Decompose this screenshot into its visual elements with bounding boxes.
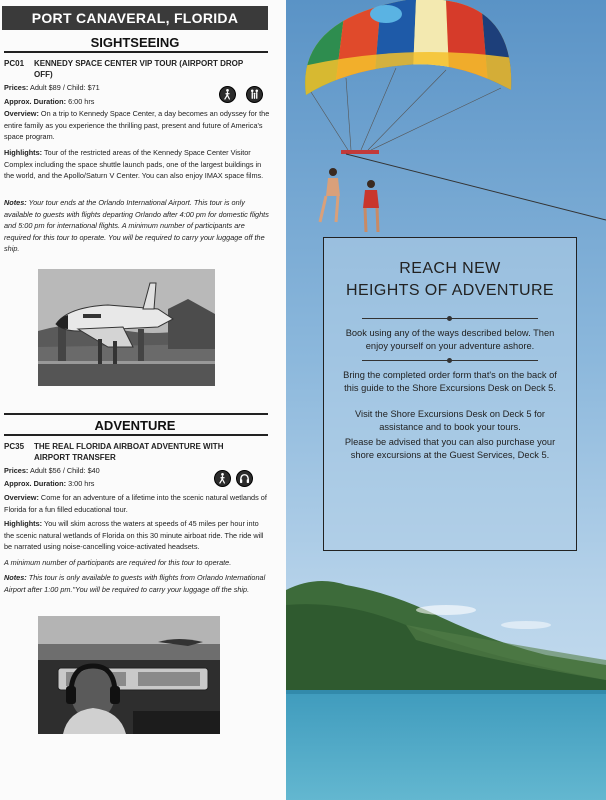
tour-highlights: Highlights: You will skim across the waters at speeds of 45 miles per hour into the scenic natural wetlands of Florida on this 30 minute airboat ride. The ride will be narrated using noise-cancelling voice-activated headsets.	[4, 519, 264, 551]
tour-prices: Prices: Adult $56 / Child: $40	[4, 466, 100, 475]
tour-code: PC01	[4, 59, 25, 68]
tour-title: THE REAL FLORIDA AIRBOAT ADVENTURE WITH AIRPORT TRANSFER	[34, 442, 224, 462]
tour-prices: Prices: Adult $89 / Child: $71	[4, 83, 100, 92]
booking-info-panel	[323, 237, 577, 551]
panel-title: REACH NEW HEIGHTS OF ADVENTURE	[345, 260, 555, 299]
tour-highlights: Highlights: Tour of the restricted areas of the Kennedy Space Center Visitor Complex including the space shuttle launch pads, one of the largest buildings in the world, and the Apollo/Saturn V Center. You can also enjoy IMAX space films.	[4, 148, 264, 180]
tour-min-note: A minimum number of participants are required for this tour to operate.	[4, 558, 232, 567]
section-rule	[4, 434, 268, 436]
space-shuttle-photo	[38, 269, 215, 386]
tour-notes: Notes: Your tour ends at the Orlando International Airport. This tour is only available to guests with flights departing Orlando after 4:00 pm for domestic flights and 5:00 pm for international flights. A minimum number of participants are required for this tour to operate. You will be required to carry your luggage off the ship.	[4, 198, 269, 253]
left-column	[0, 0, 286, 800]
tour-code: PC35	[4, 442, 25, 451]
sightseeing-heading: SIGHTSEEING	[90, 35, 180, 50]
section-rule	[4, 413, 268, 415]
tour-notes: Notes: This tour is only available to guests with flights from Orlando International Airport after 1:00 pm."You will be required to carry your luggage off the ship.	[4, 573, 266, 594]
tour-title: KENNEDY SPACE CENTER VIP TOUR (AIRPORT DROP OFF)	[34, 59, 244, 79]
headset-icon	[236, 470, 253, 487]
booking-intro: Book using any of the ways described below. Then enjoy yourself on your adventure ashore.	[345, 328, 555, 351]
family-icon	[246, 86, 263, 103]
panel-divider	[362, 360, 538, 361]
walking-icon	[214, 470, 231, 487]
section-rule	[4, 51, 268, 53]
tour-overview: Overview: On a trip to Kennedy Space Center, a day becomes an odyssey for the entire family as you experience the thrilling past, present and future of America's space program.	[4, 109, 270, 141]
port-banner: PORT CANAVERAL, FLORIDA	[2, 6, 268, 30]
tour-duration: Approx. Duration: 6:00 hrs	[4, 97, 95, 106]
tour-duration: Approx. Duration: 3:00 hrs	[4, 479, 95, 488]
booking-order-form: Bring the completed order form that's on the back of this guide to the Shore Excursions Desk on Deck 5.	[343, 370, 557, 393]
adventure-heading: ADVENTURE	[94, 418, 176, 433]
booking-visit-desk: Visit the Shore Excursions Desk on Deck 5 for assistance and to book your tours.	[355, 409, 545, 432]
panel-divider	[362, 318, 538, 319]
booking-guest-services: Please be advised that you can also purchase your shore excursions at the Guest Services, Deck 5.	[344, 437, 556, 460]
airboat-photo	[38, 616, 220, 734]
tour-overview: Overview: Come for an adventure of a lifetime into the scenic natural wetlands of Florida for a fun filled educational tour.	[4, 493, 267, 514]
walking-icon	[219, 86, 236, 103]
